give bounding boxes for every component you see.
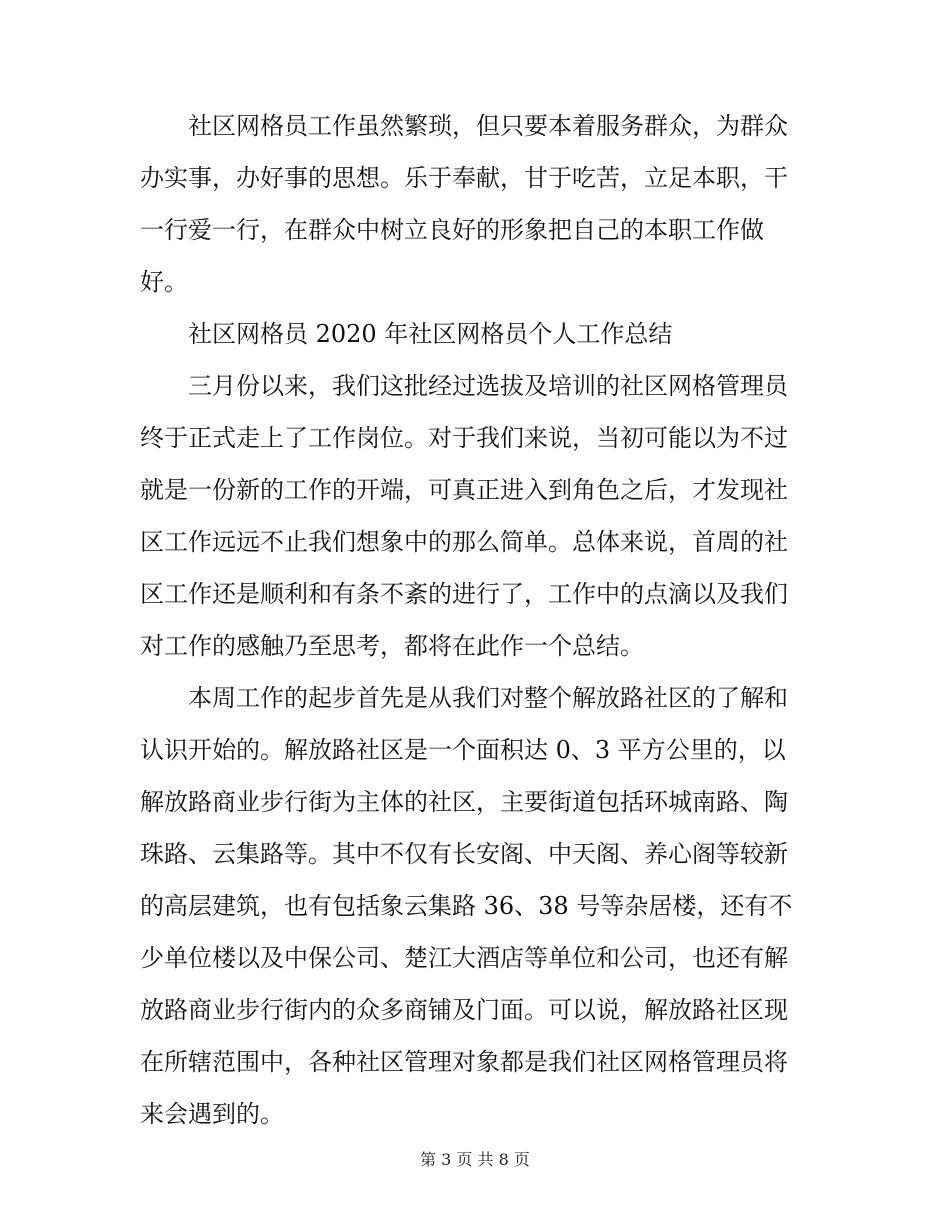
text-line: 区工作还是顺利和有条不紊的进行了，工作中的点滴以及我们 bbox=[140, 580, 788, 608]
text-line: 在所辖范围中，各种社区管理对象都是我们社区网格管理员将 bbox=[140, 1048, 788, 1076]
text-line: 放路商业步行街内的众多商铺及门面。可以说，解放路社区现 bbox=[140, 996, 788, 1024]
paragraph-2 bbox=[140, 360, 820, 672]
paragraph-3 bbox=[140, 672, 820, 1140]
text-line: 本周工作的起步首先是从我们对整个解放路社区的了解和 bbox=[188, 684, 788, 712]
document-body bbox=[140, 100, 820, 1140]
text-line: 一行爱一行，在群众中树立良好的形象把自己的本职工作做 bbox=[140, 216, 764, 244]
page-footer bbox=[0, 1148, 950, 1172]
text-line: 珠路、云集路等。其中不仅有长安阁、中天阁、养心阁等较新 bbox=[140, 840, 788, 868]
text-line: 社区网格员工作虽然繁琐，但只要本着服务群众，为群众 bbox=[188, 112, 788, 140]
text-line: 少单位楼以及中保公司、楚江大酒店等单位和公司，也还有解 bbox=[140, 944, 788, 972]
text-line: 对工作的感触乃至思考，都将在此作一个总结。 bbox=[140, 632, 644, 660]
text-line: 来会遇到的。 bbox=[140, 1100, 284, 1128]
section-heading bbox=[140, 308, 820, 360]
text-line: 终于正式走上了工作岗位。对于我们来说，当初可能以为不过 bbox=[140, 424, 788, 452]
text-line: 就是一份新的工作的开端，可真正进入到角色之后，才发现社 bbox=[140, 476, 788, 504]
page-number: 第 3 页 共 8 页 bbox=[420, 1150, 530, 1169]
text-line: 的高层建筑，也有包括象云集路 36、38 号等杂居楼，还有不 bbox=[140, 892, 793, 920]
paragraph-1 bbox=[140, 100, 820, 308]
text-line: 区工作远远不止我们想象中的那么简单。总体来说，首周的社 bbox=[140, 528, 788, 556]
heading-line: 社区网格员 2020 年社区网格员个人工作总结 bbox=[188, 320, 673, 348]
text-line: 三月份以来，我们这批经过选拔及培训的社区网格管理员 bbox=[188, 372, 788, 400]
text-line: 认识开始的。解放路社区是一个面积达 0、3 平方公里的，以 bbox=[140, 736, 786, 764]
text-line: 好。 bbox=[140, 268, 188, 296]
text-line: 解放路商业步行街为主体的社区，主要街道包括环城南路、陶 bbox=[140, 788, 788, 816]
text-line: 办实事，办好事的思想。乐于奉献，甘于吃苦，立足本职，干 bbox=[140, 164, 788, 192]
